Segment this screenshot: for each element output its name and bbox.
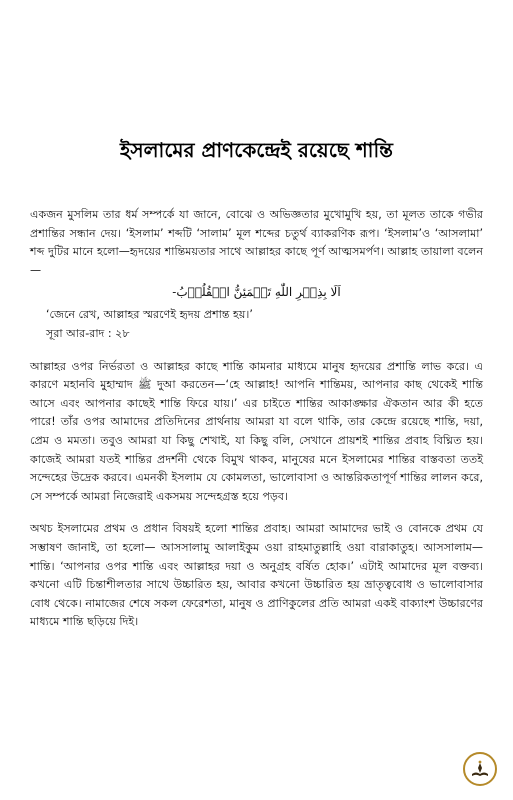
quran-verse-translation: ‘জেনে রেখ, আল্লাহর স্মরণেই হৃদয় প্রশান্ত হয়।’ (46, 308, 253, 322)
paragraph-peace-reliance: আল্লাহর ওপর নির্ভরতা ও আল্লাহর কাছে শান্তি কামনার মাধ্যমে মানুষ হৃদয়ের প্রশান্তি লাভ করে। এ কারণে মহানবি মুহাম্মাদ ﷺ দুআ করতেন—‘হে আল্লাহ! আপনি শান্তিময়, আপনার কাছ থেকেই শান্তি আসে এবং আপনার কাছেই শান্তি ফিরে যায়।’ এর চাইতে শান্তির আকাঙ্ক্ষার ঐকতান আর কী হতে পারে! তাঁর ওপর আমাদের প্রতিদিনের প্রার্থনায় আমরা যা বলে থাকি, তার কেন্দ্রে রয়েছে শান্তি, দয়া, প্রেম ও মমতা। তবুও আমরা যা কিছু শেখাই, যা কিছু বলি, সেখানে প্রায়শই শান্তির প্রবাহ বিঘ্নিত হয়। কাজেই আমরা যতই শান্তির প্রদর্শনী থেকে বিমুখ থাকব, মানুষের মনে ইসলামের শান্তির বাস্তবতা ততই সন্দেহের উদ্রেক করবে। এমনকী ইসলাম যে কোমলতা, ভালোবাসা ও আন্তরিকতাপূর্ণ শান্তির লালন করে, সে সম্পর্কে আমরা নিজেরাই একসময় সন্দেহগ্রস্ত হয়ে পড়ব। (30, 359, 483, 503)
paragraph-salam-greeting: অথচ ইসলামের প্রথম ও প্রধান বিষয়ই হলো শান্তির প্রবাহ। আমরা আমাদের ভাই ও বোনকে প্রথম যে সম্ভাষণ জানাই, তা হলো— আসসালামু আলাইকুম ওয়া রাহমাতুল্লাহি ওয়া বারাকাতুহ। আসসালাম— শান্তি। ‘আপনার ওপর শান্তি এবং আল্লাহর দয়া ও অনুগ্রহ বর্ষিত হোক।’ এটাই আমাদের মূল বক্তব্য। কখনো এটি চিন্তাশীলতার সাথে উচ্চারিত হয়, আবার কখনো উচ্চারিত হয় ভ্রাতৃত্ববোধ ও ভালোবাসার বোধ থেকে। নামাজের শেষে সকল ফেরেশতা, মানুষ ও প্রাণিকুলের প্রতি আমরা একই বাক্যাংশ উচ্চারণের মাধ্যমে শান্তি ছড়িয়ে দিই। (30, 522, 483, 629)
chapter-title: ইসলামের প্রাণকেন্দ্রেই রয়েছে শান্তি (120, 138, 393, 162)
chapter-body (30, 206, 483, 632)
paragraph-intro: একজন মুসলিম তার ধর্ম সম্পর্কে যা জানে, বোঝে ও অভিজ্ঞতার মুখোমুখি হয়, তা মূলত তাকে গভীর প্রশান্তির সন্ধান দেয়। ‘ইসলাম’ শব্দটি ‘সালাম’ মূল শব্দের চতুর্থ ব্যাকরণিক রূপ। ‘ইসলাম’ও ‘আসলামা’ শব্দ দুটির মানে হলো—হৃদয়ের শান্তিময়তার সাথে আল্লাহর কাছে পূর্ণ আত্মসমর্পণ। আল্লাহ তায়ালা বলেন— (30, 208, 483, 277)
quran-verse-arabic: اَلَا بِذِكۡرِ اللّٰهِ تَطۡمَئِنُّ الۡقُلُوۡبُ- (172, 285, 341, 300)
verse-reference: সূরা আর-রাদ : ২৮ (46, 326, 130, 340)
publisher-logo-icon (463, 752, 497, 786)
